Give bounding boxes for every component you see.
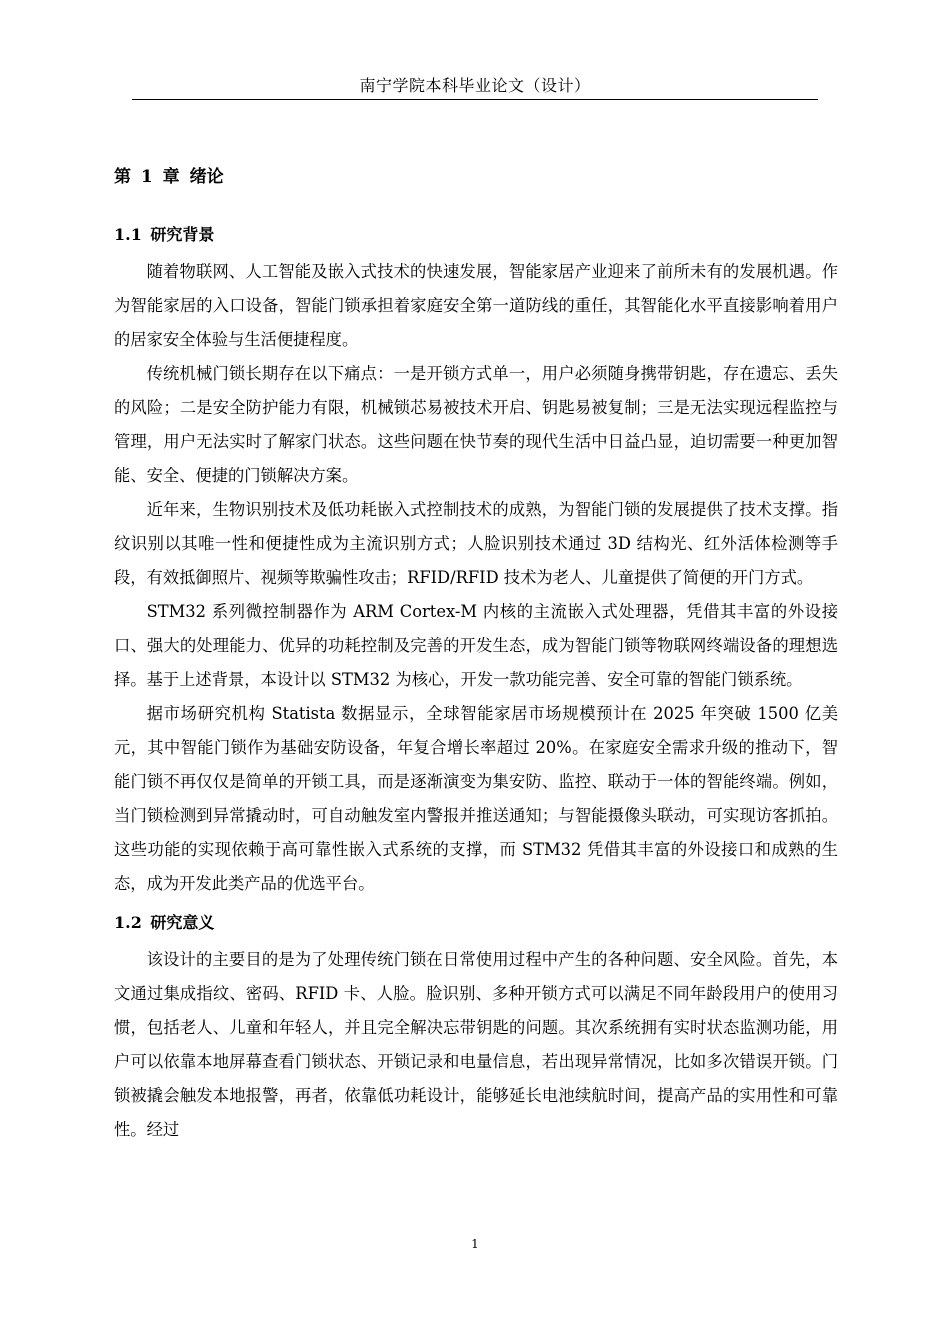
header-rule <box>132 99 818 100</box>
section-research-background <box>114 219 838 901</box>
page-number: 1 <box>471 1237 479 1251</box>
paragraph: 近年来，生物识别技术及低功耗嵌入式控制技术的成熟，为智能门锁的发展提供了技术支撑。指纹识别以其唯一性和便捷性成为主流识别方式；人脸识别技术通过 3D 结构光、红外活体检测等手段，有效抵御照片、视频等欺骗性攻击；RFID/RFID 技术为老人、儿童提供了简便的开门方式。 <box>114 500 838 587</box>
paragraph: 该设计的主要目的是为了处理传统门锁在日常使用过程中产生的各种问题、安全风险。首先，本文通过集成指纹、密码、RFID 卡、人脸。脸识别、多种开锁方式可以满足不同年龄段用户的使用习惯，包括老人、儿童和年轻人，并且完全解决忘带钥匙的问题。其次系统拥有实时状态监测功能，用户可以依靠本地屏幕查看门锁状态、开锁记录和电量信息，若出现异常情况，比如多次错误开锁。门锁被撬会触发本地报警，再者，依靠低功耗设计，能够延长电池续航时间，提高产品的实用性和可靠性。经过 <box>114 950 838 1139</box>
section-title: 1.2 研究意义 <box>114 913 215 932</box>
section-title: 1.1 研究背景 <box>114 225 215 244</box>
section-research-significance <box>114 907 838 1147</box>
paragraph: 随着物联网、人工智能及嵌入式技术的快速发展，智能家居产业迎来了前所未有的发展机遇。作为智能家居的入口设备，智能门锁承担着家庭安全第一道防线的重任，其智能化水平直接影响着用户的居家安全体验与生活便捷程度。 <box>114 262 838 349</box>
chapter-title: 第 1 章 绪论 <box>114 167 224 187</box>
page-content <box>114 160 838 1147</box>
running-header: 南宁学院本科毕业论文（设计） <box>359 76 591 95</box>
paragraph: 据市场研究机构 Statista 数据显示，全球智能家居市场规模预计在 2025 年突破 1500 亿美元，其中智能门锁作为基础安防设备，年复合增长率超过 20%。在家庭安全需求升级的推动下，智能门锁不再仅仅是简单的开锁工具，而是逐渐演变为集安防、监控、联动于一体的智能终端。例如，当门锁检测到异常撬动时，可自动触发室内警报并推送通知；与智能摄像头联动，可实现访客抓拍。这些功能的实现依赖于高可靠性嵌入式系统的支撑，而 STM32 凭借其丰富的外设接口和成熟的生态，成为开发此类产品的优选平台。 <box>114 704 838 893</box>
paragraph: 传统机械门锁长期存在以下痛点：一是开锁方式单一，用户必须随身携带钥匙，存在遗忘、丢失的风险；二是安全防护能力有限，机械锁芯易被技术开启、钥匙易被复制；三是无法实现远程监控与管理，用户无法实时了解家门状态。这些问题在快节奏的现代生活中日益凸显，迫切需要一种更加智能、安全、便捷的门锁解决方案。 <box>114 364 838 485</box>
paragraph: STM32 系列微控制器作为 ARM Cortex-M 内核的主流嵌入式处理器，凭借其丰富的外设接口、强大的处理能力、优异的功耗控制及完善的开发生态，成为智能门锁等物联网终端设备的理想选择。基于上述背景，本设计以 STM32 为核心，开发一款功能完善、安全可靠的智能门锁系统。 <box>114 602 838 689</box>
